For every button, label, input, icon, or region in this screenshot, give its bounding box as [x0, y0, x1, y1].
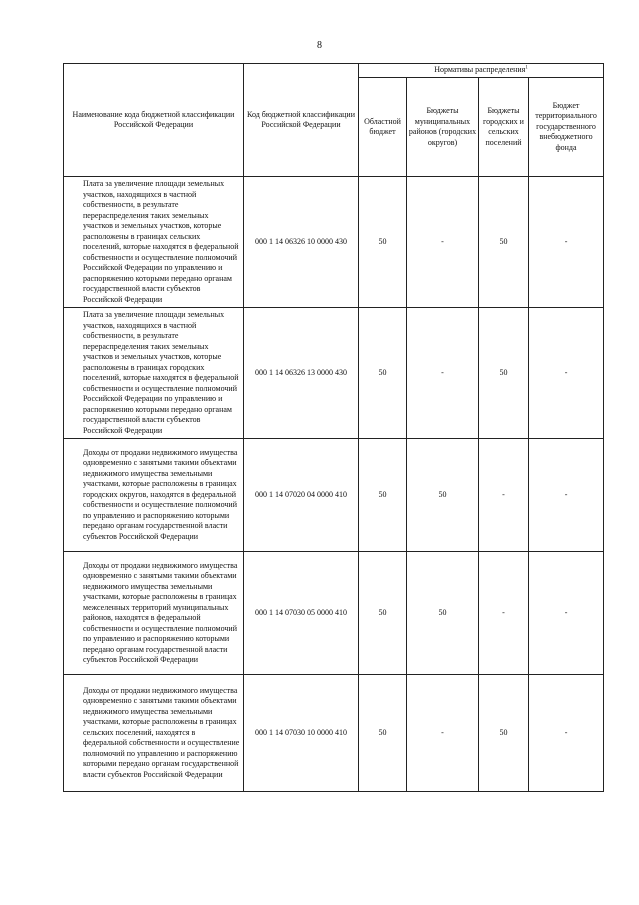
row-regional: 50 — [359, 552, 407, 675]
header-name-col: Наименование кода бюджетной классификации Российской Федерации — [64, 64, 244, 177]
row-code: 000 1 14 07020 04 0000 410 — [244, 439, 359, 552]
row-fund: - — [529, 308, 604, 439]
row-municipal: - — [407, 675, 479, 792]
header-norms-label: Нормативы распределения — [434, 65, 526, 75]
table-row — [64, 308, 604, 439]
row-fund: - — [529, 552, 604, 675]
row-regional: 50 — [359, 308, 407, 439]
row-fund: - — [529, 177, 604, 308]
row-municipal: - — [407, 177, 479, 308]
header-extrabudgetary-fund: Бюджет территориального государственного внебюджетного фонда — [529, 78, 604, 177]
row-settlements: 50 — [479, 675, 529, 792]
row-name: Плата за увеличение площади земельных участков, находящихся в частной собственности, в результате перераспределения таких земельных участков и земельных участков, которые расположены в границах городских поселений, которые находятся в федеральной собственности и осуществление полномочий Российской Федерации по управлению и распоряжению которыми передано органам государственной власти субъектов Российской Федерации — [64, 308, 244, 439]
row-settlements: - — [479, 552, 529, 675]
row-regional: 50 — [359, 439, 407, 552]
row-regional: 50 — [359, 177, 407, 308]
row-code: 000 1 14 06326 13 0000 430 — [244, 308, 359, 439]
header-regional-budget: Областной бюджет — [359, 78, 407, 177]
table-row — [64, 439, 604, 552]
row-code: 000 1 14 07030 10 0000 410 — [244, 675, 359, 792]
row-fund: - — [529, 675, 604, 792]
row-settlements: 50 — [479, 177, 529, 308]
row-fund: - — [529, 439, 604, 552]
row-settlements: - — [479, 439, 529, 552]
row-name: Доходы от продажи недвижимого имущества одновременно с занятыми такими объектами недвижимого имущества земельными участками, которые расположены в границах межселенных территорий муниципальных районов, находятся в федеральной собственности и осуществление полномочий по управлению и распоряжению которыми передано органам государственной власти субъектов Российской Федерации — [64, 552, 244, 675]
row-name: Плата за увеличение площади земельных участков, находящихся в частной собственности, в результате перераспределения таких земельных участков и земельных участков, которые расположены в границах сельских поселений, которые находятся в федеральной собственности и осуществление полномочий Российской Федерации по управлению и распоряжению которыми передано органам государственной власти субъектов Российской Федерации — [64, 177, 244, 308]
table-row — [64, 675, 604, 792]
row-municipal: 50 — [407, 552, 479, 675]
table-row — [64, 177, 604, 308]
row-code: 000 1 14 06326 10 0000 430 — [244, 177, 359, 308]
row-name: Доходы от продажи недвижимого имущества одновременно с занятыми такими объектами недвижимого имущества земельными участками, которые расположены в границах сельских поселений, находятся в федеральной собственности и осуществление полномочий по управлению и распоряжению которыми передано органам государственной власти субъектов Российской Федерации — [64, 675, 244, 792]
header-municipal-budgets: Бюджеты муниципальных районов (городских округов) — [407, 78, 479, 177]
row-regional: 50 — [359, 675, 407, 792]
row-settlements: 50 — [479, 308, 529, 439]
page-number: 8 — [317, 40, 322, 51]
header-code-col: Код бюджетной классификации Российской Федерации — [244, 64, 359, 177]
row-name: Доходы от продажи недвижимого имущества одновременно с занятыми такими объектами недвижимого имущества земельными участками, которые расположены в границах городских округов, находятся в федеральной собственности и осуществление полномочий по управлению и распоряжению которыми передано органам государственной власти субъектов Российской Федерации — [64, 439, 244, 552]
header-row-top — [64, 64, 604, 78]
budget-norms-table — [63, 63, 604, 792]
table-row — [64, 552, 604, 675]
header-settlement-budgets: Бюджеты городских и сельских поселений — [479, 78, 529, 177]
row-municipal: - — [407, 308, 479, 439]
header-norms-group — [359, 64, 604, 78]
row-code: 000 1 14 07030 05 0000 410 — [244, 552, 359, 675]
footnote-marker: 1 — [525, 65, 528, 71]
row-municipal: 50 — [407, 439, 479, 552]
